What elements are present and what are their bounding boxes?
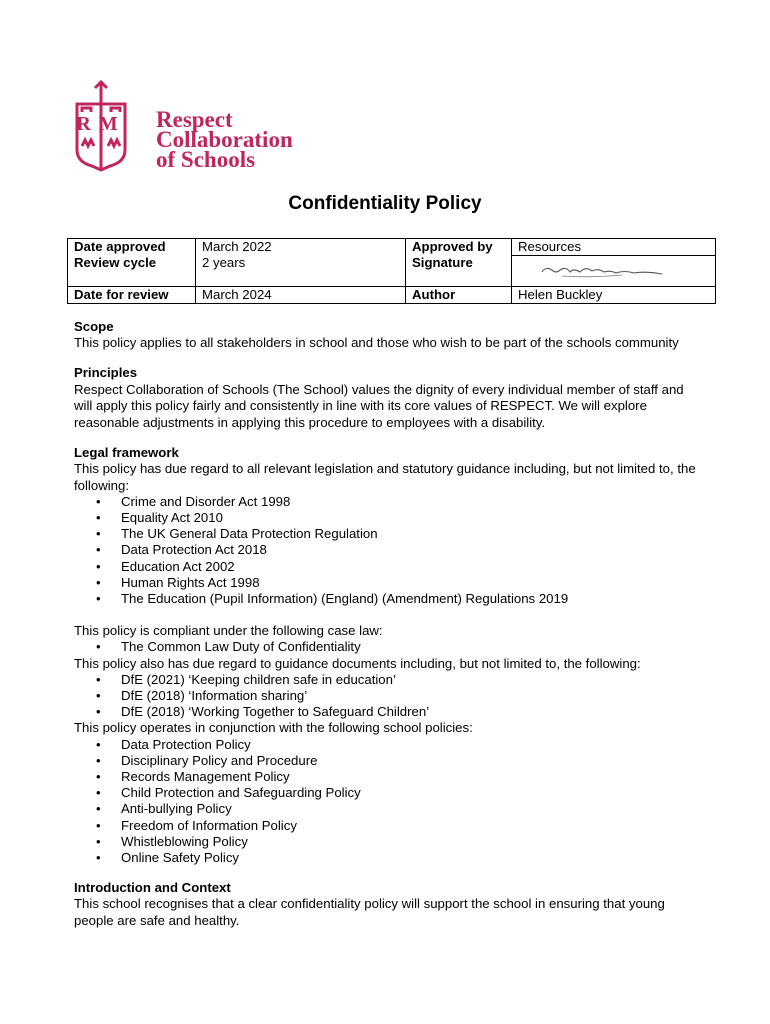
list-item: • Human Rights Act 1998 bbox=[74, 575, 704, 591]
meta-label-cell bbox=[68, 239, 196, 287]
scope-section bbox=[74, 319, 704, 351]
meta-label-cell bbox=[406, 239, 512, 287]
list-item: • The Education (Pupil Information) (England) (Amendment) Regulations 2019 bbox=[74, 591, 704, 607]
policies-intro: This policy operates in conjunction with the following school policies: bbox=[74, 720, 473, 736]
list-item: • The UK General Data Protection Regulation bbox=[74, 526, 704, 542]
list-item: • Whistleblowing Policy bbox=[74, 834, 704, 850]
date-for-review-value: March 2024 bbox=[196, 287, 406, 304]
guidance-list bbox=[74, 672, 704, 721]
school-logo bbox=[72, 80, 332, 172]
logo-text-line3: of Schools bbox=[156, 147, 256, 172]
legislation-list bbox=[74, 494, 704, 607]
case-law-intro: This policy is compliant under the following case law: bbox=[74, 623, 383, 639]
list-item: • Equality Act 2010 bbox=[74, 510, 704, 526]
case-law-list bbox=[74, 639, 704, 655]
logo-text-line2: Collaboration bbox=[156, 127, 293, 152]
author-label: Author bbox=[406, 287, 512, 304]
signature-label: Signature bbox=[412, 255, 473, 270]
page-title: Confidentiality Policy bbox=[288, 193, 482, 214]
emblem-letters: RM bbox=[76, 113, 126, 135]
date-approved-value: March 2022 bbox=[202, 239, 272, 254]
list-item: • Freedom of Information Policy bbox=[74, 818, 704, 834]
list-item: • Disciplinary Policy and Procedure bbox=[74, 753, 704, 769]
logo-text-line1: Respect bbox=[156, 107, 233, 132]
list-item: • Child Protection and Safeguarding Policy bbox=[74, 785, 704, 801]
approved-by-value: Resources bbox=[512, 239, 715, 256]
table-row bbox=[68, 287, 716, 304]
meta-value-cell bbox=[512, 239, 716, 287]
legal-intro: This policy has due regard to all relevant legislation and statutory guidance including, but not limited to, the following: bbox=[74, 461, 696, 493]
date-for-review-label: Date for review bbox=[68, 287, 196, 304]
list-item: • DfE (2021) ‘Keeping children safe in education’ bbox=[74, 672, 704, 688]
guidance-intro: This policy also has due regard to guidance documents including, but not limited to, the following: bbox=[74, 655, 641, 671]
legal-heading: Legal framework bbox=[74, 445, 179, 461]
meta-value-cell bbox=[196, 239, 406, 287]
list-item: • Records Management Policy bbox=[74, 769, 704, 785]
list-item: • Data Protection Act 2018 bbox=[74, 542, 704, 558]
policy-meta-table bbox=[67, 238, 716, 304]
legal-framework-section bbox=[74, 445, 704, 866]
approved-by-label: Approved by bbox=[412, 239, 493, 254]
list-item: • Data Protection Policy bbox=[74, 737, 704, 753]
list-item: • Online Safety Policy bbox=[74, 850, 704, 866]
scope-heading: Scope bbox=[74, 319, 114, 334]
review-cycle-label: Review cycle bbox=[74, 255, 157, 270]
spacer bbox=[74, 607, 704, 623]
policy-body bbox=[74, 319, 704, 943]
principles-section bbox=[74, 365, 704, 431]
introduction-text: This school recognises that a clear confidentiality policy will support the school in ensuring that young people are safe and healthy. bbox=[74, 896, 665, 928]
table-row bbox=[68, 239, 716, 287]
list-item: • Crime and Disorder Act 1998 bbox=[74, 494, 704, 510]
review-cycle-value: 2 years bbox=[202, 255, 246, 270]
signature-image bbox=[512, 256, 715, 286]
list-item: • DfE (2018) ‘Working Together to Safeguard Children’ bbox=[74, 704, 704, 720]
related-policies-list bbox=[74, 737, 704, 867]
principles-text: Respect Collaboration of Schools (The School) values the dignity of every individual member of staff and will apply this policy fairly and consistently in line with its core values of RESPECT. We will explore reasonable adjustments in applying this procedure to employees with a disability. bbox=[74, 381, 684, 430]
scope-text: This policy applies to all stakeholders in school and those who wish to be part of the schools community bbox=[74, 335, 679, 351]
list-item: • DfE (2018) ‘Information sharing’ bbox=[74, 688, 704, 704]
list-item: • Education Act 2002 bbox=[74, 559, 704, 575]
list-item: • Anti-bullying Policy bbox=[74, 801, 704, 817]
list-item: • The Common Law Duty of Confidentiality bbox=[74, 639, 704, 655]
author-value: Helen Buckley bbox=[512, 287, 716, 304]
introduction-heading: Introduction and Context bbox=[74, 880, 231, 896]
date-approved-label: Date approved bbox=[74, 239, 166, 254]
introduction-section bbox=[74, 880, 704, 929]
principles-heading: Principles bbox=[74, 365, 138, 381]
